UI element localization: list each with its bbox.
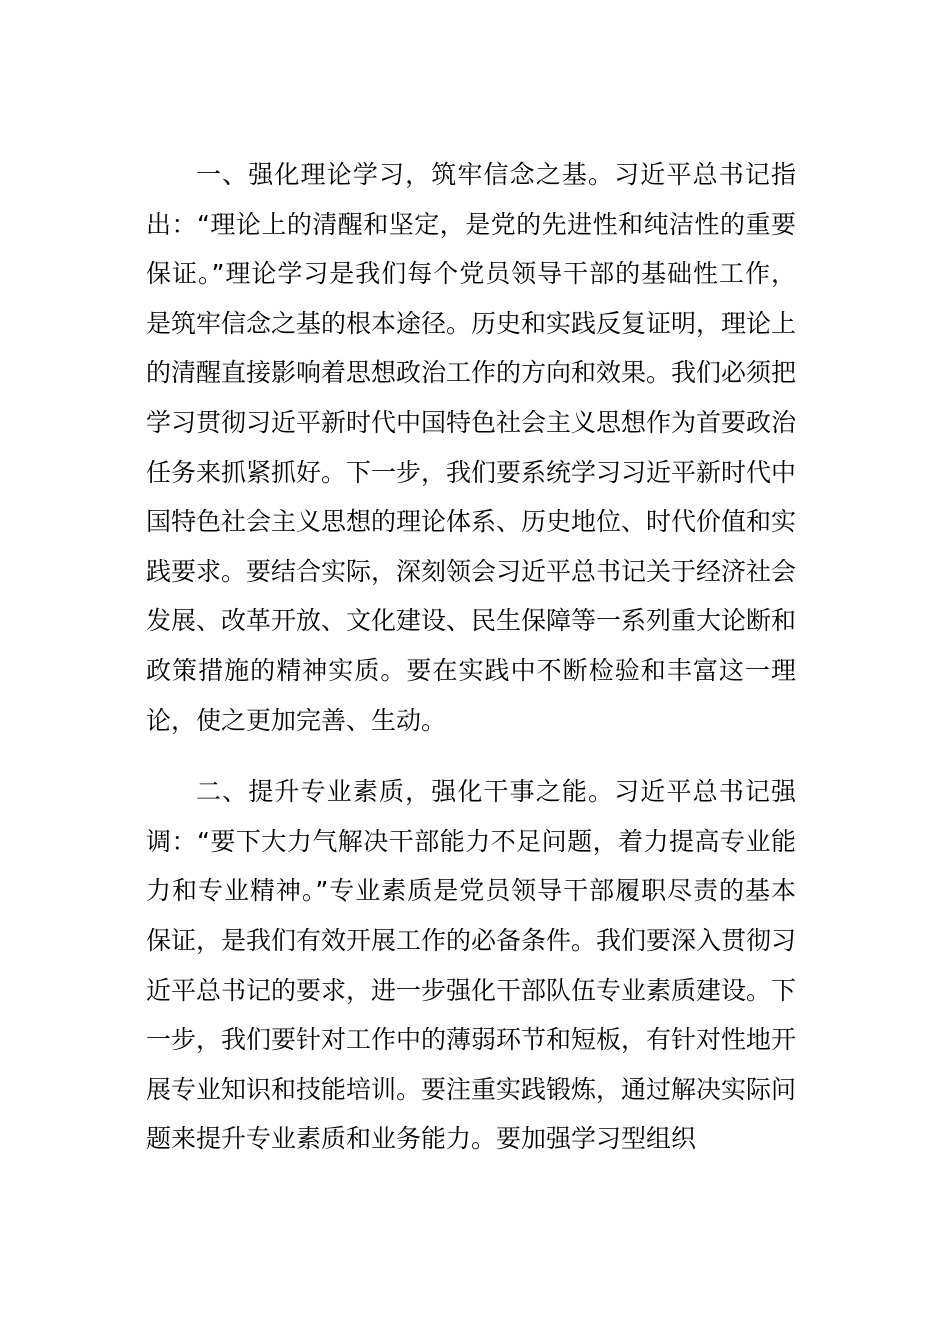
paragraph-theory-study: 一、强化理论学习，筑牢信念之基。习近平总书记指出：“理论上的清醒和坚定，是党的先进性和纯洁性的重要保证。”理论学习是我们每个党员领导干部的基础性工作，是筑牢信念之基的根本途径。历史和实践反复证明，理论上的清醒直接影响着思想政治工作的方向和效果。我们必须把学习贯彻习近平新时代中国特色社会主义思想作为首要政治任务来抓紧抓好。下一步，我们要系统学习习近平新时代中国特色社会主义思想的理论体系、历史地位、时代价值和实践要求。要结合实际，深刻领会习近平总书记关于经济社会发展、改革开放、文化建设、民生保障等一系列重大论断和政策措施的精神实质。要在实践中不断检验和丰富这一理论，使之更加完善、生动。	[146, 160, 797, 735]
paragraph-professional-quality: 二、提升专业素质，强化干事之能。习近平总书记强调：“要下大力气解决干部能力不足问题，着力提高专业能力和专业精神。”专业素质是党员领导干部履职尽责的基本保证，是我们有效开展工作的必备条件。我们要深入贯彻习近平总书记的要求，进一步强化干部队伍专业素质建设。下一步，我们要针对工作中的薄弱环节和短板，有针对性地开展专业知识和技能培训。要注重实践锻炼，通过解决实际问题来提升专业素质和业务能力。要加强学习型组织	[146, 777, 797, 1154]
document-body	[146, 150, 796, 1164]
